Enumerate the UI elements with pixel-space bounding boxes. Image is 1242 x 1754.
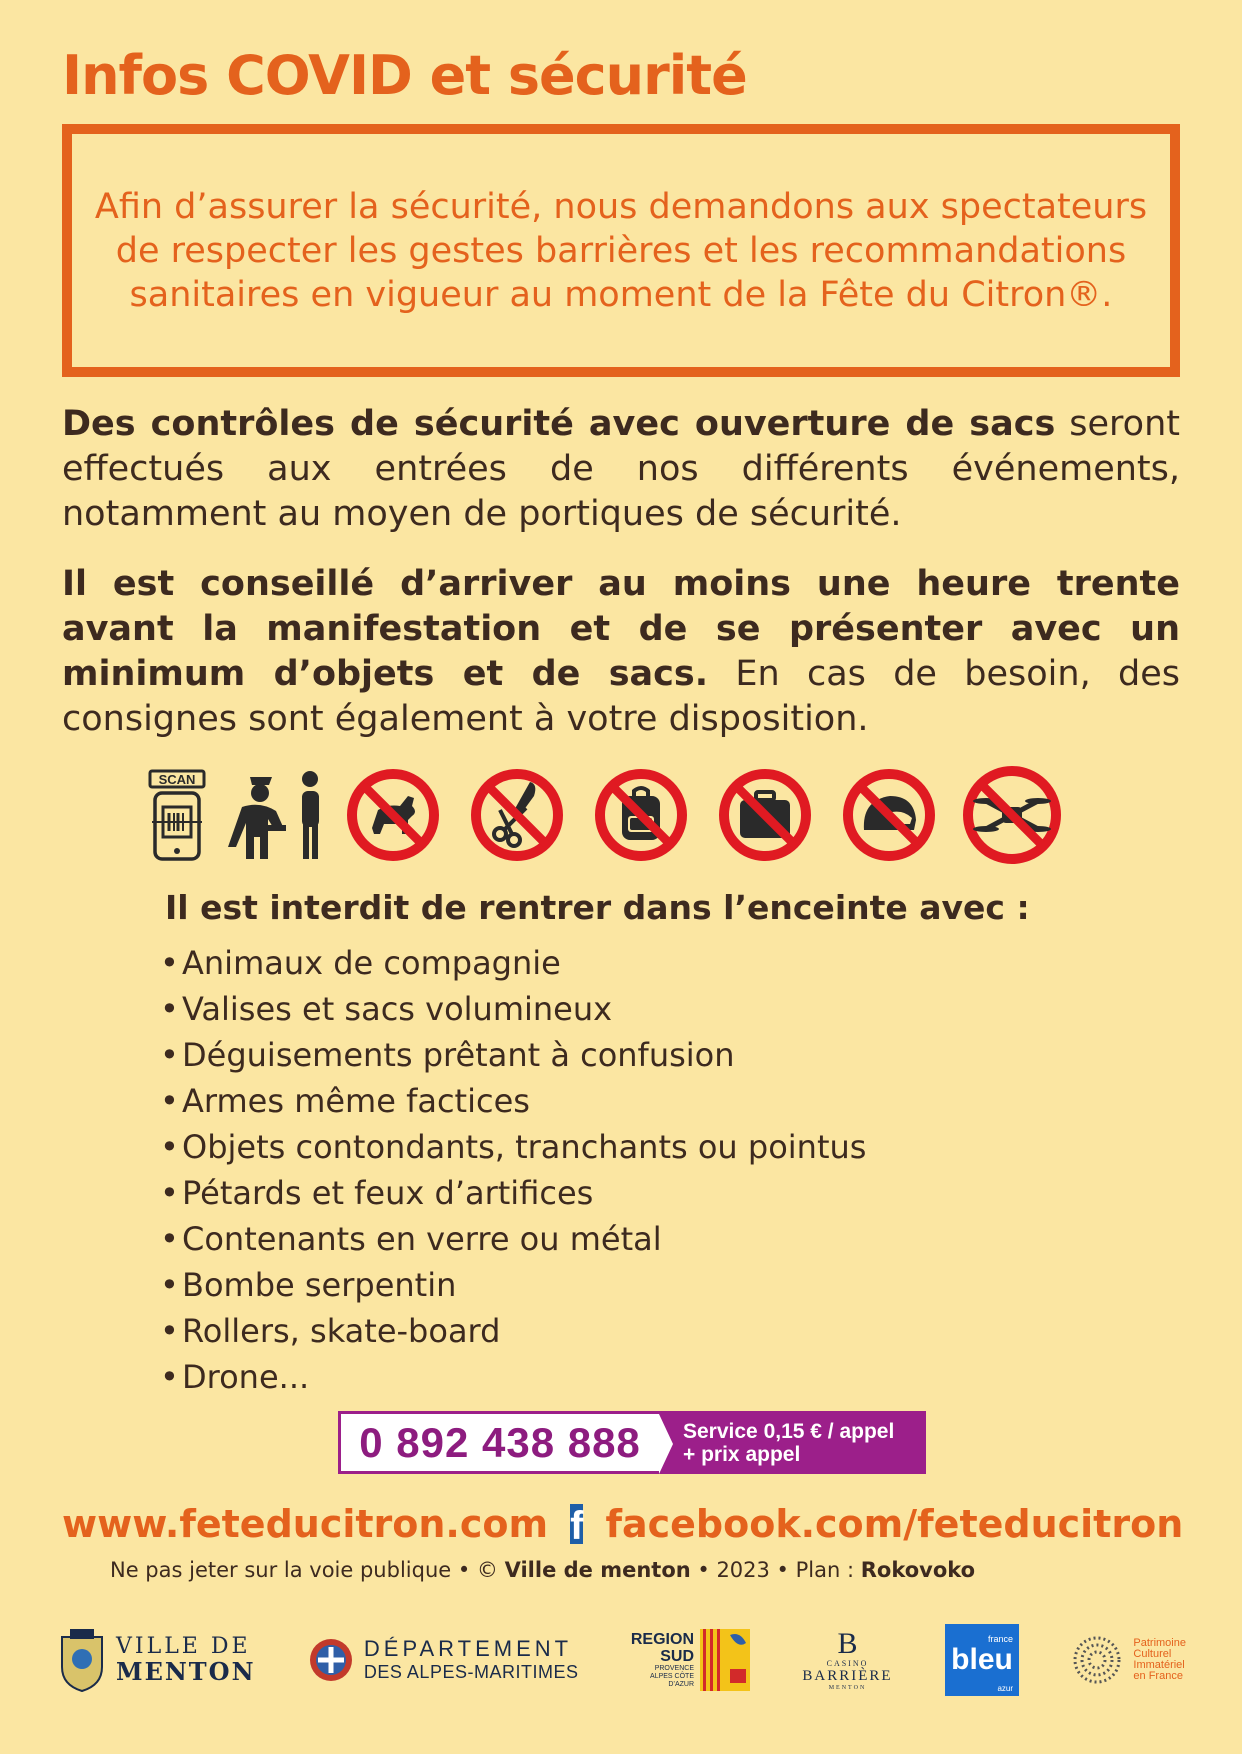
phone-service-info	[659, 1414, 923, 1471]
list-item	[160, 1170, 866, 1216]
logo-france-bleu	[945, 1624, 1019, 1696]
advice-paragraph	[62, 562, 1180, 742]
bullet: •	[160, 1312, 179, 1350]
footer-credits	[110, 1558, 975, 1582]
footer-text-2: • 2023 • Plan :	[690, 1558, 861, 1582]
advice-bold-text: Il est conseillé d’arriver au moins une heure trente avant la manifestation et de se présenter avec un minimum d’objets et de sacs.	[62, 564, 1180, 694]
bleu-main: bleu	[951, 1643, 1013, 1676]
bullet: •	[160, 944, 179, 982]
region-line2: SUD	[660, 1648, 694, 1665]
pci-line4: en France	[1133, 1670, 1183, 1682]
pci-line2: Culturel	[1133, 1648, 1172, 1660]
phone-service-extra: + prix appel	[683, 1442, 801, 1466]
scan-phone-icon	[148, 769, 206, 861]
menton-line1: VILLE DE	[116, 1634, 251, 1659]
bullet: •	[160, 1266, 179, 1304]
list-item	[160, 940, 866, 986]
security-paragraph	[62, 402, 1180, 537]
list-item	[160, 1032, 866, 1078]
list-item-text: Déguisements prêtant à confusion	[182, 1036, 735, 1074]
pictogram-row	[148, 765, 1062, 865]
covid-notice-box	[62, 124, 1180, 377]
advice-text: En cas de besoin, des consignes sont également à votre disposition.	[62, 654, 1181, 739]
website-link[interactable]: www.feteducitron.com	[62, 1502, 549, 1546]
scan-label: SCAN	[158, 772, 196, 787]
bullet: •	[160, 1174, 179, 1212]
bullet: •	[160, 1128, 179, 1166]
region-line3: PROVENCE ALPES CÔTE D’AZUR	[650, 1665, 694, 1688]
list-item	[160, 1308, 866, 1354]
dept-line1: DÉPARTEMENT	[363, 1636, 573, 1661]
bleu-bottom: azur	[997, 1684, 1013, 1693]
bullet: •	[160, 1036, 179, 1074]
bullet: •	[160, 1082, 179, 1120]
list-item-text: Contenants en verre ou métal	[182, 1220, 662, 1258]
phone-banner[interactable]	[338, 1411, 926, 1474]
list-item-text: Bombe serpentin	[182, 1266, 457, 1304]
no-pets-icon	[346, 768, 440, 862]
logo-patrimoine-culturel	[1071, 1634, 1186, 1686]
list-item-text: Objets contondants, tranchants ou pointus	[182, 1128, 867, 1166]
facebook-icon[interactable]: f	[570, 1504, 584, 1548]
forbidden-title: Il est interdit de rentrer dans l’enceinte avec :	[165, 888, 1030, 927]
forbidden-list	[160, 940, 866, 1400]
pci-line3: Immatériel	[1133, 1659, 1185, 1671]
casino-mark: B	[837, 1627, 858, 1660]
list-item-text: Pétards et feux d’artifices	[182, 1174, 594, 1212]
menton-crest-icon	[56, 1627, 108, 1693]
list-item	[160, 1078, 866, 1124]
list-item-text: Animaux de compagnie	[182, 944, 561, 982]
departement-emblem-icon	[308, 1637, 354, 1683]
logo-region-sud	[631, 1629, 750, 1691]
pci-dots-icon	[1071, 1634, 1123, 1686]
covid-notice-text: Afin d’assurer la sécurité, nous demandons aux spectateurs de respecter les gestes barrières et les recommandations sanitaires en vigueur au moment de la Fête du Citron®.	[94, 186, 1148, 315]
list-item	[160, 1216, 866, 1262]
list-item-text: Valises et sacs volumineux	[182, 990, 613, 1028]
region-line1: REGION	[630, 1631, 694, 1648]
phone-service-rate: Service 0,15 € / appel	[683, 1419, 895, 1443]
partner-logos	[56, 1620, 1186, 1700]
list-item	[160, 1262, 866, 1308]
bullet: •	[160, 1220, 179, 1258]
no-suitcase-icon	[718, 768, 812, 862]
security-check-icon	[220, 769, 324, 861]
links-row	[62, 1502, 1184, 1548]
security-bold-text: Des contrôles de sécurité avec ouverture de sacs	[62, 404, 1056, 444]
footer-owner: Ville de menton	[504, 1558, 691, 1582]
list-item	[160, 1124, 866, 1170]
list-item-text: Drone...	[182, 1358, 310, 1396]
no-helmet-icon	[842, 768, 936, 862]
no-drone-icon	[962, 765, 1062, 865]
bleu-top: france	[987, 1634, 1013, 1644]
footer-text-1: Ne pas jeter sur la voie publique • ©	[110, 1558, 505, 1582]
logo-departement	[308, 1637, 579, 1683]
logo-casino-barriere	[802, 1629, 892, 1691]
phone-number[interactable]: 0 892 438 888	[359, 1418, 641, 1466]
logo-ville-de-menton	[56, 1627, 256, 1693]
casino-line3: MENTON	[828, 1685, 867, 1691]
pci-line1: Patrimoine	[1133, 1637, 1186, 1649]
security-text: seront effectués aux entrées de nos différents événements, notamment au moyen de portiques de sécurité.	[62, 404, 1180, 534]
casino-line1: CASINO	[826, 1659, 869, 1668]
footer-designer: Rokovoko	[860, 1558, 976, 1582]
list-item-text: Armes même factices	[182, 1082, 530, 1120]
casino-line2: BARRIÈRE	[802, 1668, 893, 1684]
list-item	[160, 986, 866, 1032]
no-weapons-icon	[470, 768, 564, 862]
bullet: •	[160, 990, 179, 1028]
dept-line2: DES ALPES-MARITIMES	[363, 1662, 579, 1682]
page-title: Infos COVID et sécurité	[62, 44, 747, 107]
facebook-link[interactable]: facebook.com/feteducitron	[605, 1502, 1184, 1546]
menton-line2: MENTON	[116, 1657, 256, 1686]
list-item	[160, 1354, 866, 1400]
no-backpack-icon	[594, 768, 688, 862]
list-item-text: Rollers, skate-board	[182, 1312, 501, 1350]
bullet: •	[160, 1358, 179, 1396]
region-flag-icon	[700, 1629, 750, 1691]
